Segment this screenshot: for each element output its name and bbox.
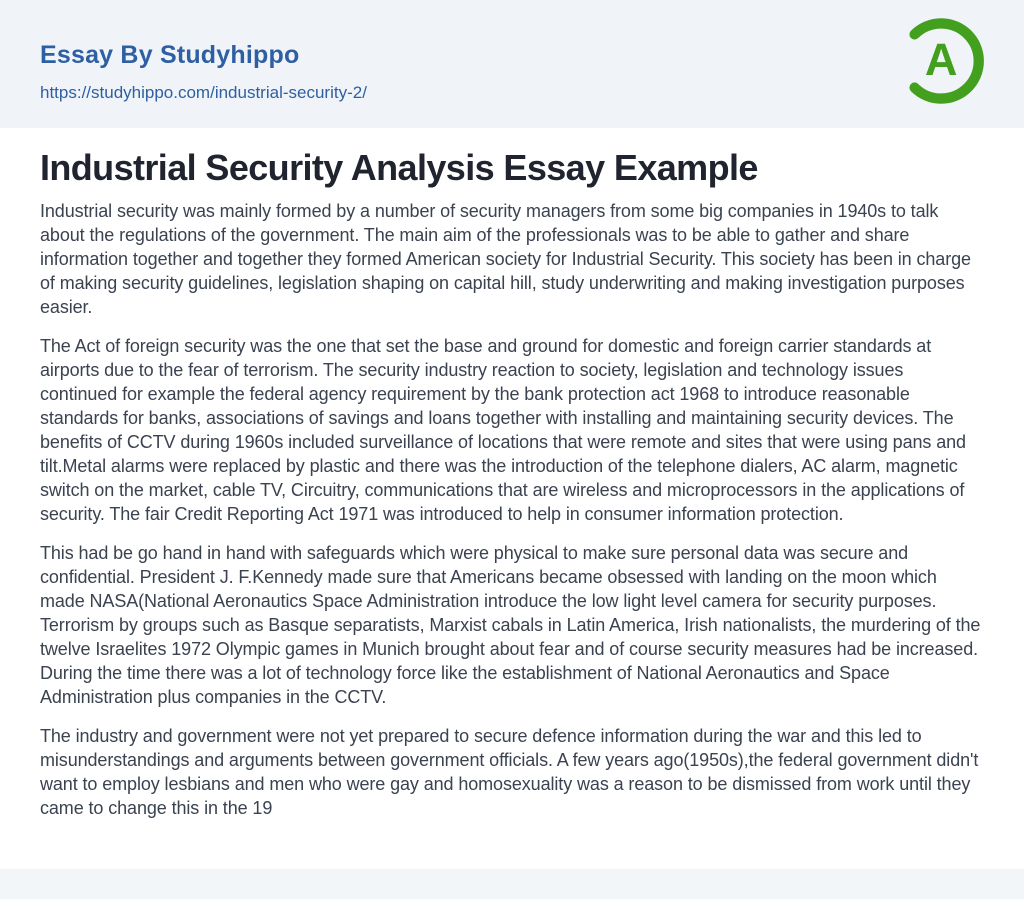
- logo-letter: A: [924, 34, 958, 86]
- essay-url-link[interactable]: https://studyhippo.com/industrial-security-2/: [40, 83, 367, 102]
- essay-title: Industrial Security Analysis Essay Example: [40, 147, 758, 188]
- page-footer: [0, 869, 1024, 899]
- essay-paragraph-4: The industry and government were not yet prepared to secure defence information during the war and this led to misunderstandings and arguments between government officials. A few years ago(1950s),the federal government didn't want to employ lesbians and men who were gay and homosexuality was a reason to be dismissed from work until they came to change this in the 19: [40, 726, 979, 818]
- page-header: [0, 0, 1024, 128]
- site-title: Essay By Studyhippo: [40, 41, 300, 69]
- essay-paragraph-3: This had be go hand in hand with safeguards which were physical to make sure personal data was secure and confidential. President J. F.Kennedy made sure that Americans became obsessed with landing on the moon which made NASA(National Aeronautics Space Administration introduce the low light level camera for security purposes. Terrorism by groups such as Basque separatists, Marxist cabals in Latin America, Irish nationalists, the murdering of the twelve Israelites 1972 Olympic games in Munich brought about fear and of course security measures had be increased. During the time there was a lot of technology force like the establishment of National Aeronautics and Space Administration plus companies in the CCTV.: [40, 543, 981, 707]
- essay-content: [0, 128, 1024, 820]
- studyhippo-logo: [897, 14, 991, 108]
- logo-arc-icon: [897, 14, 991, 108]
- essay-paragraph-2: The Act of foreign security was the one that set the base and ground for domestic and foreign carrier standards at airports due to the fear of terrorism. The security industry reaction to society, legislation and technology issues continued for example the federal agency requirement by the bank protection act 1968 to introduce reasonable standards for banks, associations of savings and loans together with installing and maintaining security devices. The benefits of CCTV during 1960s included surveillance of locations that were remote and sites that were using pans and tilt.Metal alarms were replaced by plastic and there was the introduction of the telephone dialers, AC alarm, magnetic switch on the market, cable TV, Circuitry, communications that are wireless and microprocessors in the applications of security. The fair Credit Reporting Act 1971 was introduced to help in consumer information protection.: [40, 336, 966, 524]
- essay-paragraph-1: Industrial security was mainly formed by a number of security managers from some big companies in 1940s to talk about the regulations of the government. The main aim of the professionals was to be able to gather and share information together and together they formed American society for Industrial Security. This society has been in charge of making security guidelines, legislation shaping on capital hill, study underwriting and making investigation purposes easier.: [40, 201, 971, 317]
